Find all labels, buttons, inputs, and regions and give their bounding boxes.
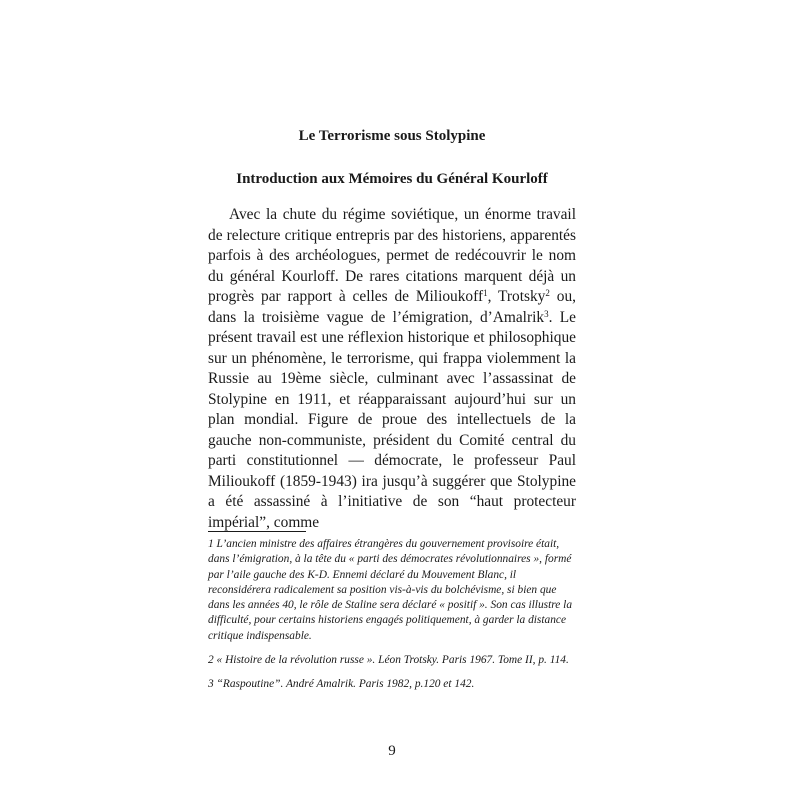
footnotes	[208, 537, 576, 702]
footnote-3: 3 “Raspoutine”. André Amalrik. Paris 1982, p.120 et 142.	[208, 678, 475, 691]
footnote-ref-2: 2	[545, 288, 550, 298]
body-text-segment: Avec la chute du régime soviétique, un énorme travail de relecture critique entrepris par des historiens, apparentés parfois à des archéologues, permet de redécouvrir le nom du général Kourloff. De rares citations marquent déjà un progrès par rapport à celles de Milioukoff	[208, 206, 576, 305]
footnote-2: 2 « Histoire de la révolution russe ». Léon Trotsky. Paris 1967. Tome II, p. 114.	[208, 654, 569, 667]
body-text-segment: . Le présent travail est une réflexion historique et philosophique sur un phénomène, le terrorisme, qui frappa violemment la Russie au 19ème siècle, culminant avec l’assassinat de Stolypine en 1911, et réapparaissant aujourd’hui sur un plan mondial. Figure de proue des intellectuels de la gauche non-communiste, président du Comité central du parti constitutionnel — démocrate, le professeur Paul Milioukoff (1859-1943) ira jusqu’à suggérer que Stolypine a été assassiné à l’initiative de son “haut protecteur impérial”, comme	[208, 308, 577, 531]
body-text-segment: , Trotsky	[487, 288, 546, 305]
chapter-subtitle: Introduction aux Mémoires du Général Kourloff	[236, 171, 548, 187]
body-paragraph	[208, 205, 576, 533]
footnote-ref-1: 1	[483, 288, 488, 298]
page-number: 9	[388, 743, 396, 759]
footnote-separator	[208, 531, 306, 532]
footnote-ref-3: 3	[544, 308, 549, 319]
footnote-1: 1 L’ancien ministre des affaires étrangères du gouvernement provisoire était, dans l’émigration, à la tête du « parti des démocrates révolutionnaires », formé par l’aile gauche des K-D. Ennemi déclaré du Mouvement Blanc, il reconsidérera radicalement sa position vis-à-vis du bolchévisme, si bien que dans les années 40, le rôle de Staline sera déclaré « positif ». Son cas illustre la difficulté, pour certains historiens engagés politiquement, à garder la distance critique indispensable.	[208, 538, 573, 642]
chapter-title: Le Terrorisme sous Stolypine	[298, 128, 486, 144]
body-text-segment: ou, dans la troisième vague de l’émigration, d’Amalrik	[208, 288, 576, 326]
